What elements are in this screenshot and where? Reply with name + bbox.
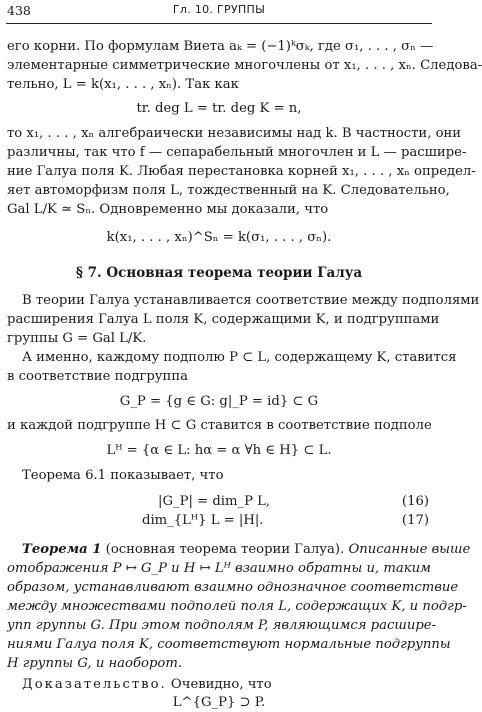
- display-equation: k(x₁, . . . , xₙ)^Sₙ = k(σ₁, . . . , σₙ).: [106, 230, 332, 245]
- running-header: [7, 3, 431, 21]
- equation-number: (16): [401, 494, 429, 509]
- text-line: группы G = Gal L/K.: [7, 331, 147, 346]
- theorem-line: ниями Галуа поля K, соответствуют нормальные подгруппы: [7, 637, 451, 652]
- equation-number: (17): [401, 513, 429, 528]
- display-equation: dim_{Lᴴ} L = |H|.: [142, 513, 264, 528]
- text-line: элементарные симметрические многочлены от x₁, . . . , xₙ. Следова-: [7, 58, 482, 73]
- display-equation: G_P = {g ∈ G: g|_P = id} ⊂ G: [119, 394, 319, 409]
- text-line: в соответствие подгруппа: [7, 369, 188, 384]
- text-line: то x₁, . . . , xₙ алгебраически независимы над k. В частности, они: [7, 126, 462, 141]
- theorem-text: Описанные выше: [348, 542, 471, 557]
- section-heading: § 7. Основная теорема теории Галуа: [75, 265, 363, 281]
- running-title: Гл. 10. ГРУППЫ: [172, 3, 266, 16]
- theorem-line: отображения P ↦ G_P и H ↦ Lᴴ взаимно обратны и, таким: [7, 561, 431, 576]
- theorem-line: между множествами подполей поля L, содержащих K, и подгр-: [7, 599, 467, 614]
- text-line: различны, так что f — сепарабельный многочлен и L — расшире-: [7, 145, 467, 160]
- display-equation: L^{G_P} ⊃ P.: [172, 695, 266, 710]
- display-equation: tr. deg L = tr. deg K = n,: [136, 101, 302, 116]
- page-number: 438: [7, 3, 31, 18]
- text-line: Теорема 6.1 показывает, что: [22, 468, 224, 483]
- proof-text: Очевидно, что: [170, 677, 272, 692]
- text-line: Gal L/K ≃ Sₙ. Одновременно мы доказали, что: [7, 202, 329, 217]
- theorem-line: упп группы G. При этом подполям P, являющимся расшире-: [7, 618, 437, 633]
- header-rule: [6, 23, 432, 24]
- theorem-line: [22, 540, 471, 559]
- theorem-line: образом, устанавливают взаимно однозначное соответствие: [7, 580, 459, 595]
- text-line: В теории Галуа устанавливается соответствие между подполями: [22, 293, 480, 308]
- text-line: А именно, каждому подполю P ⊂ L, содержащему K, ставится: [22, 350, 457, 365]
- text-line: расширения Галуа L поля K, содержащими K, и подгруппами: [7, 312, 440, 327]
- display-equation: |G_P| = dim_P L,: [158, 494, 271, 509]
- text-line: его корни. По формулам Виета aₖ = (−1)ᵏσₖ, где σ₁, . . . , σₙ —: [7, 39, 434, 54]
- proof-line: [22, 675, 431, 694]
- theorem-line: H группы G, и наоборот.: [7, 656, 183, 671]
- theorem-title: (основная теорема теории Галуа).: [105, 542, 345, 557]
- text-line: тельно, L = k(x₁, . . . , xₙ). Так как: [7, 77, 239, 92]
- text-line: и каждой подгруппе H ⊂ G ставится в соответствие подполе: [7, 418, 432, 433]
- text-line: ние Галуа поля K. Любая перестановка корней x₁, . . . , xₙ определ-: [7, 164, 476, 179]
- theorem-heading: Теорема 1: [22, 542, 102, 557]
- text-line: яет автоморфизм поля L, тождественный на K. Следовательно,: [7, 183, 450, 198]
- display-equation: Lᴴ = {α ∈ L: hα = α ∀h ∈ H} ⊂ L.: [106, 443, 332, 458]
- proof-label: Доказательство.: [22, 677, 167, 692]
